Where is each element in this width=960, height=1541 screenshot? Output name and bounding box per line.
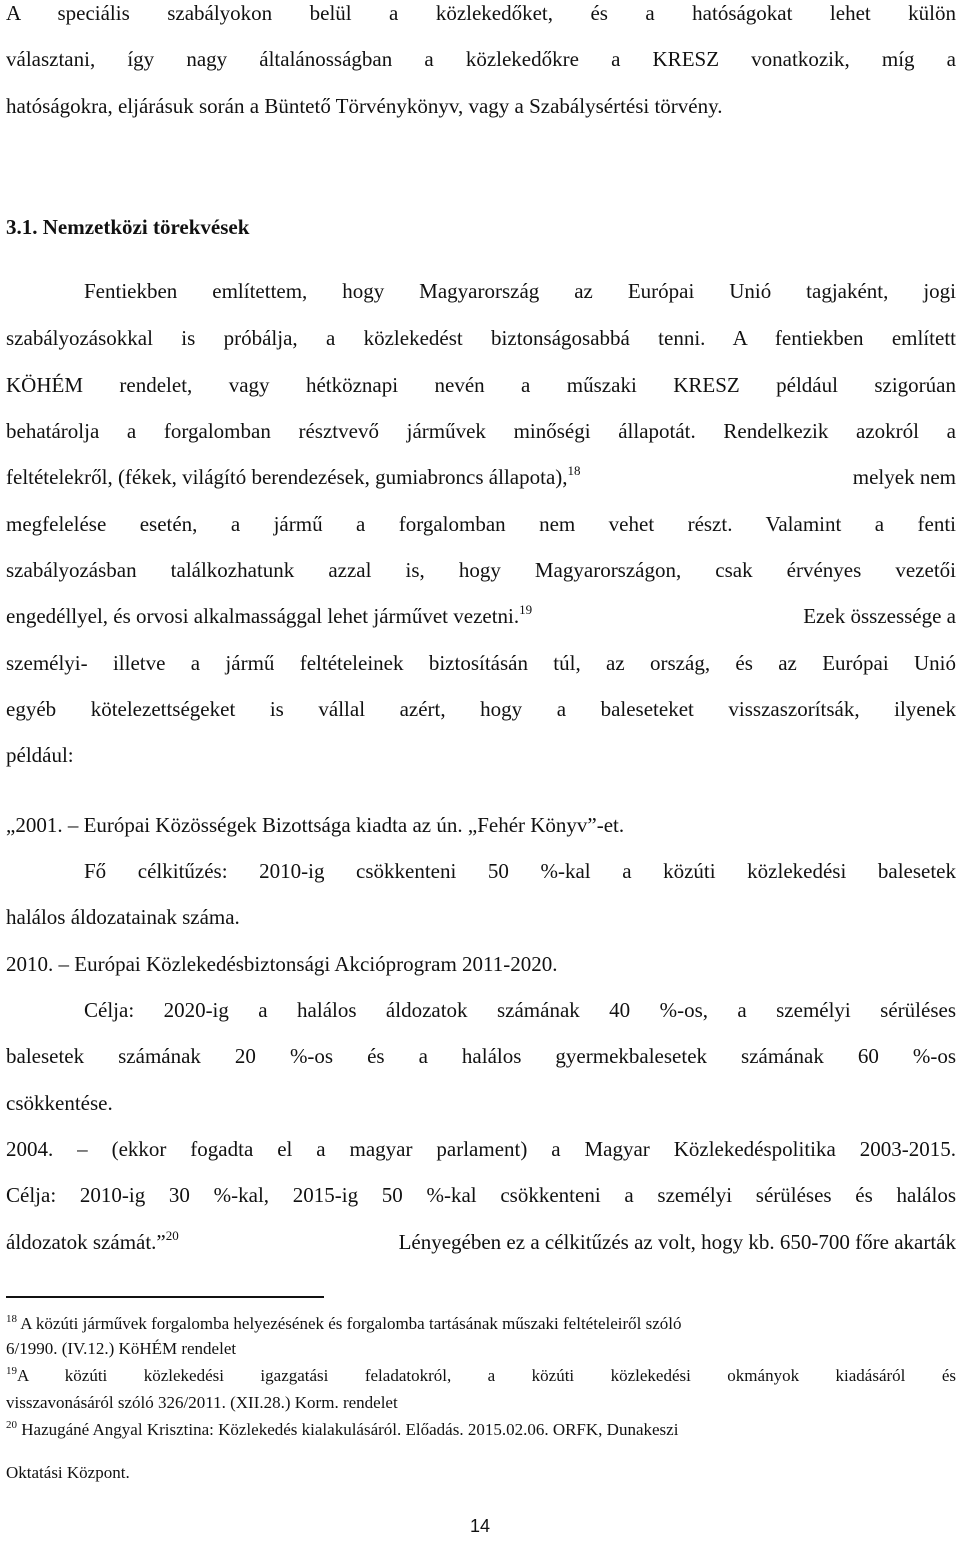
- list-item-detail: csökkentése.: [6, 1091, 113, 1115]
- list-item: „2001. – Európai Közösségek Bizottsága kiadta az ún. „Fehér Könyv”-et.: [6, 813, 625, 837]
- footnote-line: visszavonásáról szóló 326/2011. (XII.28.) Korm. rendelet: [6, 1393, 398, 1412]
- text-run: feltételekről, (fékek, világító berendezések, gumiabroncs állapota),: [6, 465, 568, 489]
- list-item-detail: Célja: 2010-ig 30 %-kal, 2015-ig 50 %-kal csökkenteni a személyi sérüléses és halálos: [6, 1183, 956, 1207]
- section-heading: 3.1. Nemzetközi törekvések: [6, 215, 250, 239]
- paragraph-line: választani, így nagy általánosságban a közlekedőkre a KRESZ vonatkozik, míg a: [6, 47, 956, 71]
- paragraph-line: Fentiekben említettem, hogy Magyarország az Európai Unió tagjaként, jogi: [84, 279, 956, 303]
- paragraph-line: hatóságokra, eljárásuk során a Büntető Törvénykönyv, vagy a Szabálysértési törvény.: [6, 94, 723, 118]
- footnote: [6, 1419, 956, 1443]
- paragraph-line: behatárolja a forgalomban résztvevő járművek minőségi állapotát. Rendelkezik azokról a: [6, 419, 956, 443]
- paragraph-line: [6, 464, 956, 493]
- text-run: Lényegében ez a célkitűzés az volt, hogy kb. 650-700 főre akarták: [398, 1230, 956, 1254]
- list-item-detail: halálos áldozatainak száma.: [6, 905, 240, 929]
- text-run: áldozatok számát.”: [6, 1230, 166, 1254]
- paragraph-line: [6, 603, 956, 632]
- footnote-ref[interactable]: 19: [519, 602, 533, 617]
- footnote-text: A közúti járművek forgalomba helyezésének és forgalomba tartásának műszaki feltételeiről szóló: [17, 1314, 682, 1333]
- text-run: melyek nem: [852, 465, 956, 489]
- paragraph-line: megfelelése esetén, a jármű a forgalomban nem vehet részt. Valamint a fenti: [6, 512, 956, 536]
- paragraph-line: A speciális szabályokon belül a közlekedőket, és a hatóságokat lehet külön: [6, 1, 956, 25]
- page-number: 14: [469, 1516, 491, 1536]
- footnote-number: 20: [6, 1419, 17, 1431]
- list-item: 2010. – Európai Közlekedésbiztonsági Akcióprogram 2011-2020.: [6, 952, 558, 976]
- paragraph-line: személyi- illetve a jármű feltételeinek biztosításán túl, az ország, és az Európai Unió: [6, 651, 956, 675]
- footnote-text: A közúti közlekedési igazgatási feladatokról, a közúti közlekedési okmányok kiadásáról és: [17, 1366, 956, 1385]
- footnote: [6, 1313, 956, 1337]
- footnote-text: Hazugáné Angyal Krisztina: Közlekedés kialakulásáról. Előadás. 2015.02.06. ORFK, Dunakeszi: [17, 1420, 679, 1439]
- paragraph-line: például:: [6, 743, 74, 767]
- list-item-detail: Fő célkitűzés: 2010-ig csökkenteni 50 %-kal a közúti közlekedési balesetek: [84, 859, 956, 883]
- footnote-ref[interactable]: 20: [165, 1228, 179, 1243]
- footnote-line: Oktatási Központ.: [6, 1463, 130, 1482]
- text-run: Ezek összessége a: [803, 604, 956, 628]
- text-run: engedéllyel, és orvosi alkalmassággal lehet járművet vezetni.: [6, 604, 520, 628]
- footnote-number: 18: [6, 1313, 17, 1325]
- footnote-ref[interactable]: 18: [567, 463, 581, 478]
- paragraph-line: egyéb kötelezettségeket is vállal azért, hogy a baleseteket visszaszorítsák, ilyenek: [6, 697, 956, 721]
- list-item-detail: balesetek számának 20 %-os és a halálos gyermekbalesetek számának 60 %-os: [6, 1044, 956, 1068]
- footnote: [6, 1365, 956, 1389]
- list-item-detail: [6, 1229, 956, 1258]
- list-item-detail: Célja: 2020-ig a halálos áldozatok számának 40 %-os, a személyi sérüléses: [84, 998, 956, 1022]
- paragraph-line: szabályozásokkal is próbálja, a közlekedést biztonságosabbá tenni. A fentiekben említett: [6, 326, 956, 350]
- footnote-separator: [6, 1296, 324, 1298]
- paragraph-line: szabályozásban találkozhatunk azzal is, hogy Magyarországon, csak érvényes vezetői: [6, 558, 956, 582]
- footnote-number: 19: [6, 1365, 17, 1377]
- paragraph-line: KÖHÉM rendelet, vagy hétköznapi nevén a műszaki KRESZ például szigorúan: [6, 373, 956, 397]
- list-item: 2004. – (ekkor fogadta el a magyar parlament) a Magyar Közlekedéspolitika 2003-2015.: [6, 1137, 956, 1161]
- footnote-line: 6/1990. (IV.12.) KöHÉM rendelet: [6, 1339, 237, 1358]
